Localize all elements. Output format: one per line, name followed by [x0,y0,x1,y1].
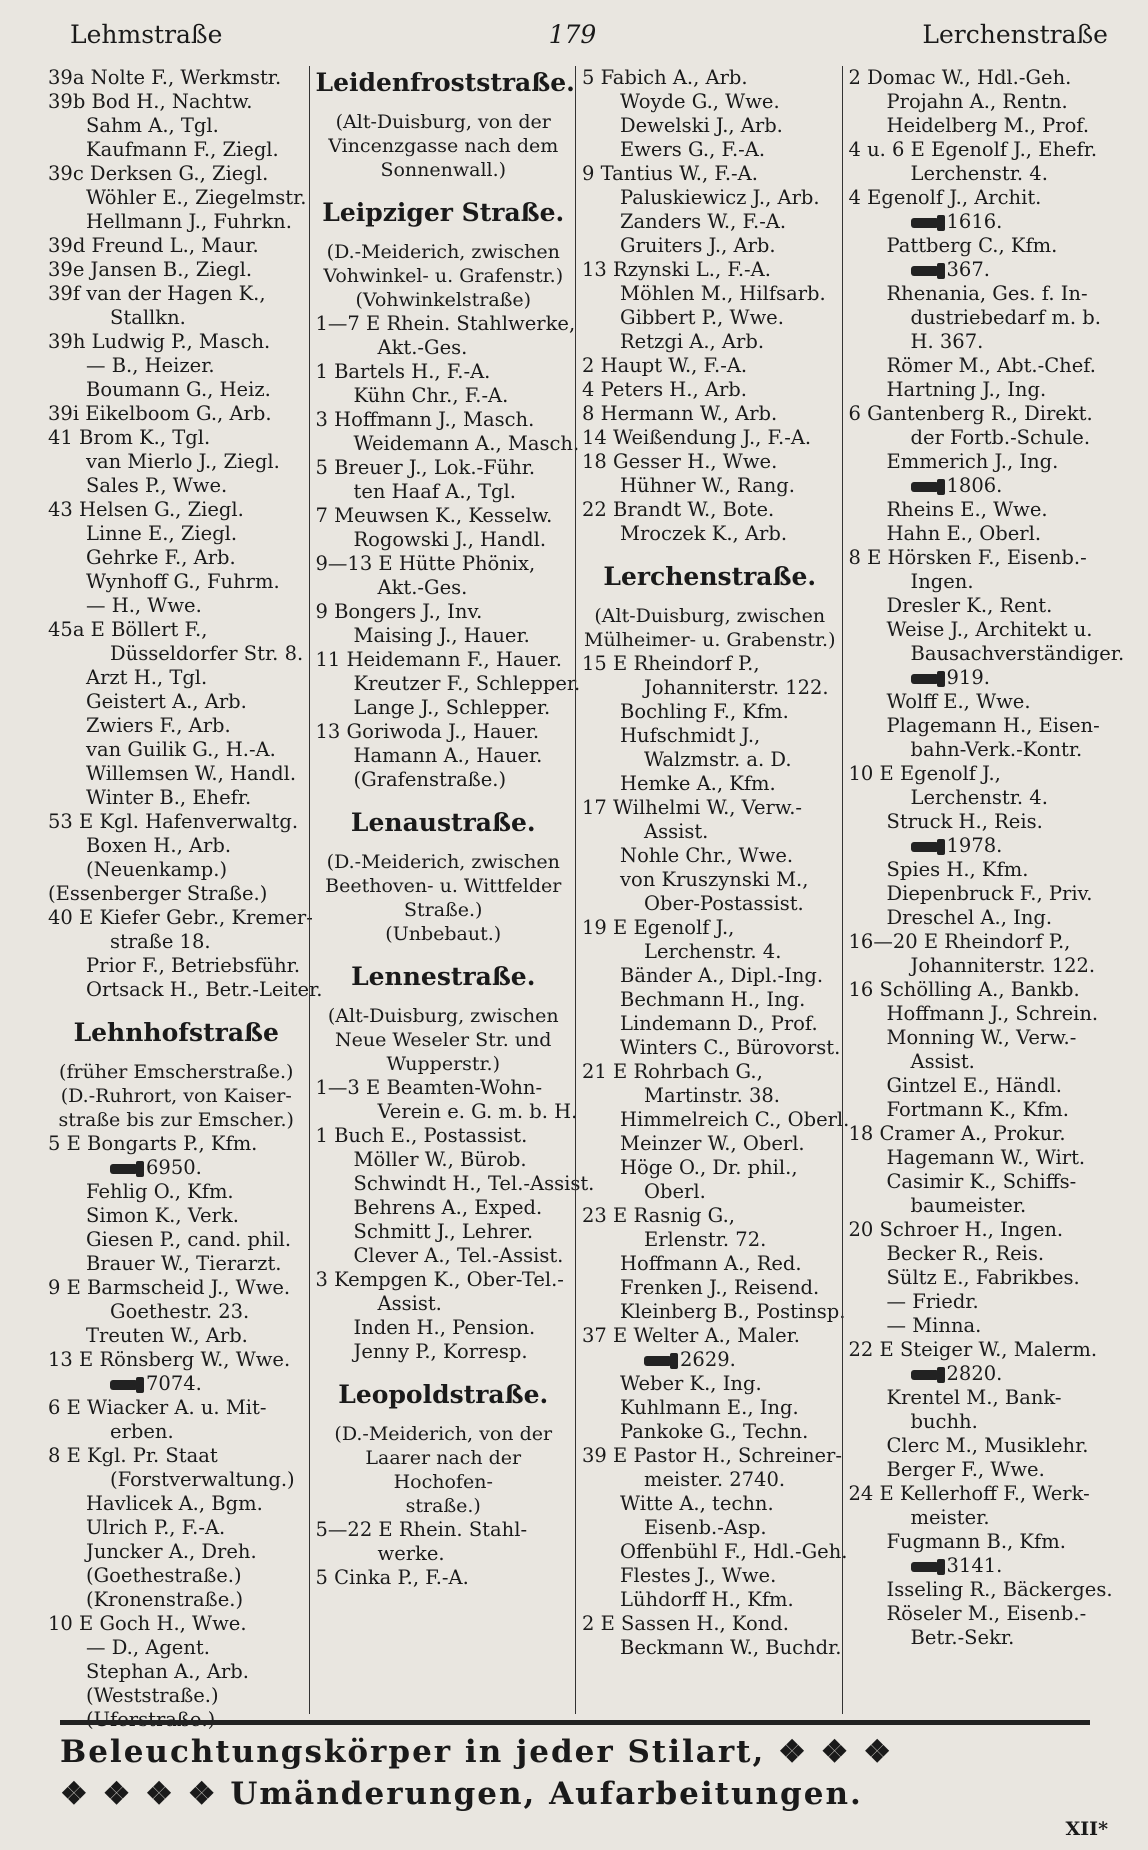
directory-entry: — B., Heizer. [86,354,215,377]
directory-entry: (Essenberger Straße.) [48,882,268,905]
directory-entry: 40 E Kiefer Gebr., Kremer- [48,906,313,929]
directory-entry: Römer M., Abt.-Chef. [886,354,1096,377]
directory-entry: Winters C., Bürovorst. [620,1036,841,1059]
directory-entry: Krentel M., Bank- [886,1386,1062,1409]
directory-entry: Dreschel A., Ing. [886,906,1053,929]
telephone-icon [911,1562,939,1572]
directory-entry: Hagemann W., Wirt. [886,1146,1086,1169]
directory-entry: Winter B., Ehefr. [86,786,252,809]
advertisement-banner [60,1720,1090,1815]
directory-entry: der Fortb.-Schule. [910,426,1091,449]
directory-entry: Hühner W., Rang. [620,474,795,497]
directory-entry: 5 Breuer J., Lok.-Führ. [315,456,536,479]
directory-entry: 11 Heidemann F., Hauer. [315,648,562,671]
directory-entry: 39i Eikelboom G., Arb. [48,402,272,425]
directory-entry: Röseler M., Eisenb.- [886,1602,1087,1625]
directory-entry: 17 Wilhelmi W., Verw.- [582,796,802,819]
directory-entry: Sahm A., Tgl. [86,114,219,137]
directory-entry: Ingen. [910,570,974,593]
directory-entry: Hamann A., Hauer. [353,744,543,767]
street-note: Wupperstr.) [386,1053,500,1075]
directory-entry: Behrens A., Exped. [353,1196,543,1219]
directory-entry: Woyde G., Wwe. [620,90,780,113]
directory-entry: 14 Weißendung J., F.-A. [582,426,812,449]
directory-entry: 39e Jansen B., Ziegl. [48,258,253,281]
directory-entry: 5 E Bongarts P., Kfm. [48,1132,258,1155]
directory-entry: Assist. [644,820,709,843]
directory-entry: Weise J., Architekt u. [886,618,1093,641]
directory-entry: van Guilik G., H.-A. [86,738,276,761]
directory-entry: Witte A., techn. [620,1492,774,1515]
directory-entry: Maising J., Hauer. [353,624,530,647]
directory-entry: 22 Brandt W., Bote. [582,498,775,521]
directory-entry: Zanders W., F.-A. [620,210,787,233]
directory-entry: Himmelreich C., Oberl. [620,1108,850,1131]
directory-entry: Casimir K., Schiffs- [886,1170,1077,1193]
directory-entry: 13 Goriwoda J., Hauer. [315,720,540,743]
directory-entry: buchh. [910,1410,978,1433]
directory-entry: Bochling F., Kfm. [620,700,789,723]
street-note: Sonnenwall.) [380,159,507,181]
directory-entry: Stallkn. [110,306,186,329]
phone-entry [582,1348,838,1372]
directory-entry: Lerchenstr. 4. [644,940,782,963]
directory-entry: Clever A., Tel.-Assist. [353,1244,564,1267]
directory-columns [42,66,1125,1731]
directory-entry: Pankoke G., Techn. [620,1420,809,1443]
phone-number: 1806. [946,474,1003,497]
street-note: Beethoven- u. Wittfelder [325,875,562,897]
directory-entry: Kuhlmann E., Ing. [620,1396,799,1419]
directory-entry: Martinstr. 38. [644,1084,780,1107]
directory-entry: Wöhler E., Ziegelmstr. [86,186,307,209]
directory-entry: 8 E Kgl. Pr. Staat [48,1444,218,1467]
directory-entry: Paluskiewicz J., Arb. [620,186,820,209]
directory-entry: 7 Meuwsen K., Kesselw. [315,504,553,527]
street-note: (Alt-Duisburg, von der [335,111,551,133]
page-header [70,14,1108,54]
street-heading: Lennestraße. [351,962,536,991]
telephone-icon [911,482,939,492]
directory-entry: Johanniterstr. 122. [644,676,829,699]
directory-entry: van Mierlo J., Ziegl. [86,450,280,473]
directory-entry: Schmitt J., Lehrer. [353,1220,534,1243]
directory-entry: Boxen H., Arb. [86,834,232,857]
directory-entry: 39b Bod H., Nachtw. [48,90,253,113]
directory-entry: 18 Gesser H., Wwe. [582,450,778,473]
column-4 [842,66,1125,1714]
directory-entry: Diepenbruck F., Priv. [886,882,1093,905]
directory-entry: Oberl. [644,1180,706,1203]
directory-entry: Fehlig O., Kfm. [86,1180,234,1203]
directory-entry: 39a Nolte F., Werkmstr. [48,66,282,89]
directory-entry: Lerchenstr. 4. [910,162,1048,185]
directory-entry: Kühn Chr., F.-A. [353,384,509,407]
phone-number: 2629. [680,1348,736,1371]
directory-entry: Eisenb.-Asp. [644,1516,767,1539]
column-2 [309,66,595,1714]
directory-entry: Prior F., Betriebsführ. [86,954,301,977]
directory-entry: Wolff E., Wwe. [886,690,1031,713]
directory-entry: Schwindt H., Tel.-Assist. [353,1172,595,1195]
directory-entry: Lindemann D., Prof. [620,1012,818,1035]
directory-entry: 16—20 E Rheindorf P., [848,930,1071,953]
directory-entry: Dresler K., Rent. [886,594,1053,617]
street-heading: Lenaustraße. [350,808,536,837]
header-left: Lehmstraße [70,19,223,49]
directory-entry: Akt.-Ges. [377,576,468,599]
directory-entry: Höge O., Dr. phil., [620,1156,798,1179]
street-note: (Vohwinkelstraße) [355,289,532,311]
directory-entry: 39h Ludwig P., Masch. [48,330,271,353]
directory-entry: Goethestr. 23. [110,1300,250,1323]
directory-entry: (Grafenstraße.) [353,768,507,791]
column-1 [42,66,323,1731]
directory-entry: 37 E Welter A., Maler. [582,1324,800,1347]
phone-number: 2820. [946,1362,1003,1385]
street-note: Mülheimer- u. Grabenstr.) [583,629,836,651]
directory-entry: Dewelski J., Arb. [620,114,783,137]
directory-entry: Verein e. G. m. b. H. [377,1100,578,1123]
directory-entry: 9—13 E Hütte Phönix, [315,552,536,575]
directory-entry: 21 E Rohrbach G., [582,1060,763,1083]
street-heading: Lerchenstraße. [603,562,817,591]
directory-entry: Juncker A., Dreh. [86,1540,257,1563]
directory-entry: Meinzer W., Oberl. [620,1132,805,1155]
directory-entry: Gruiters J., Arb. [620,234,776,257]
directory-entry: Frenken J., Reisend. [620,1276,820,1299]
phone-number: 7074. [146,1372,202,1395]
directory-entry: 9 E Barmscheid J., Wwe. [48,1276,291,1299]
directory-entry: Giesen P., cand. phil. [86,1228,292,1251]
directory-entry: 2 E Sassen H., Kond. [582,1612,789,1635]
directory-entry: 24 E Kellerhoff F., Werk- [848,1482,1090,1505]
directory-entry: 8 Hermann W., Arb. [582,402,778,425]
directory-entry: Bausachverständiger. [910,642,1125,665]
street-heading: Leidenfroststraße. [315,68,575,97]
directory-entry: Walzmstr. a. D. [644,748,792,771]
directory-entry: 19 E Egenolf J., [582,916,735,939]
directory-entry: Linne E., Ziegl. [86,522,238,545]
directory-entry: Zwiers F., Arb. [86,714,231,737]
phone-entry [849,834,1105,858]
directory-entry: 2 Haupt W., F.-A. [582,354,748,377]
telephone-icon [644,1356,672,1366]
directory-entry: Flestes J., Wwe. [620,1564,777,1587]
directory-entry: Kreutzer F., Schlepper. [353,672,581,695]
directory-entry: Ober-Postassist. [644,892,804,915]
directory-entry: von Kruszynski M., [620,868,809,891]
directory-entry: Hartning J., Ing. [886,378,1047,401]
directory-entry: 41 Brom K., Tgl. [48,426,211,449]
directory-entry: 1—3 E Beamten-Wohn- [315,1076,543,1099]
directory-entry: Offenbühl F., Hdl.-Geh. [620,1540,848,1563]
directory-entry: Plagemann H., Eisen- [886,714,1100,737]
phone-entry [849,1362,1105,1386]
directory-entry: Retzgi A., Arb. [620,330,765,353]
directory-entry: Ortsack H., Betr.-Leiter. [86,978,323,1001]
street-note: (D.-Meiderich, zwischen [326,241,560,263]
telephone-icon [911,842,939,852]
directory-entry: Ulrich P., F.-A. [86,1516,226,1539]
street-note: Laarer nach der Hochofen- [365,1447,522,1493]
directory-entry: 9 Bongers J., Inv. [315,600,483,623]
directory-entry: straße 18. [110,930,211,953]
directory-entry: (Weststraße.) [86,1684,219,1707]
street-note: (D.-Meiderich, zwischen [326,851,560,873]
directory-entry: Hemke A., Kfm. [620,772,776,795]
telephone-icon [911,266,939,276]
directory-entry: Spies H., Kfm. [886,858,1029,881]
directory-entry: ten Haaf A., Tgl. [353,480,516,503]
street-note: straße.) [405,1495,481,1517]
directory-entry: Assist. [910,1050,975,1073]
page-number: 179 [548,19,597,49]
street-note: (Alt-Duisburg, zwischen [327,1005,559,1027]
directory-entry: 22 E Steiger W., Malerm. [848,1338,1098,1361]
column-3 [575,66,850,1714]
street-note: Neue Weseler Str. und [335,1029,552,1051]
directory-entry: — D., Agent. [86,1636,210,1659]
directory-entry: Hellmann J., Fuhrkn. [86,210,292,233]
directory-entry: 4 Egenolf J., Archit. [848,186,1042,209]
directory-entry: Becker R., Reis. [886,1242,1045,1265]
directory-entry: 39 E Pastor H., Schreiner- [582,1444,842,1467]
street-heading: Leopoldstraße. [338,1380,549,1409]
directory-entry: — Minna. [886,1314,982,1337]
phone-number: 919. [946,666,990,689]
directory-entry: 20 Schroer H., Ingen. [848,1218,1064,1241]
directory-entry: Fortmann K., Kfm. [886,1098,1069,1121]
directory-entry: 39d Freund L., Maur. [48,234,259,257]
directory-entry: Hoffmann J., Schrein. [886,1002,1099,1025]
directory-entry: Pattberg C., Kfm. [886,234,1058,257]
directory-entry: Rhenania, Ges. f. In- [886,282,1088,305]
directory-entry: Brauer W., Tierarzt. [86,1252,282,1275]
directory-entry: 53 E Kgl. Hafenverwaltg. [48,810,299,833]
directory-entry: Ewers G., F.-A. [620,138,766,161]
directory-entry: 4 u. 6 E Egenolf J., Ehefr. [848,138,1098,161]
directory-entry: Betr.-Sekr. [910,1626,1015,1649]
directory-entry: Treuten W., Arb. [86,1324,248,1347]
directory-entry: — Friedr. [886,1290,979,1313]
phone-number: 1616. [946,210,1003,233]
street-note: Straße.) [404,899,483,921]
street-heading: Leipziger Straße. [322,198,565,227]
phone-number: 367. [946,258,990,281]
directory-entry: Möhlen M., Hilfsarb. [620,282,826,305]
directory-entry: Isseling R., Bäckerges. [886,1578,1113,1601]
directory-entry: Jenny P., Korresp. [353,1340,528,1363]
directory-entry: Düsseldorfer Str. 8. [110,642,304,665]
directory-entry: 39f van der Hagen K., [48,282,266,305]
directory-entry: Sültz E., Fabrikbes. [886,1266,1080,1289]
directory-entry: Arzt H., Tgl. [86,666,208,689]
directory-entry: 10 E Goch H., Wwe. [48,1612,247,1635]
directory-entry: Rheins E., Wwe. [886,498,1048,521]
directory-entry: Sales P., Wwe. [86,474,228,497]
phone-entry [849,474,1105,498]
directory-entry: Lühdorff H., Kfm. [620,1588,794,1611]
directory-entry: Boumann G., Heiz. [86,378,271,401]
directory-entry: meister. 2740. [644,1468,786,1491]
directory-entry: Mroczek K., Arb. [620,522,788,545]
directory-entry: 5—22 E Rhein. Stahl- [315,1518,528,1541]
directory-entry: Emmerich J., Ing. [886,450,1059,473]
directory-entry: Fugmann B., Kfm. [886,1530,1066,1553]
directory-entry: 16 Schölling A., Bankb. [848,978,1080,1001]
directory-entry: Wynhoff G., Fuhrm. [86,570,280,593]
directory-entry: werke. [377,1542,445,1565]
directory-entry: Lerchenstr. 4. [910,786,1048,809]
directory-entry: Bechmann H., Ing. [620,988,806,1011]
street-note: (früher Emscherstraße.) [59,1061,294,1083]
directory-entry: Nohle Chr., Wwe. [620,844,794,867]
directory-entry: Hufschmidt J., [620,724,761,747]
signature-mark: XII* [1065,1818,1108,1840]
street-note: (Unbebaut.) [385,923,502,945]
street-note: (Alt-Duisburg, zwischen [594,605,826,627]
header-right: Lerchenstraße [922,19,1108,49]
directory-entry: (Forstverwaltung.) [110,1468,295,1491]
telephone-icon [110,1380,138,1390]
directory-entry: Bänder A., Dipl.-Ing. [620,964,824,987]
directory-entry: Beckmann W., Buchdr. [620,1636,842,1659]
directory-entry: Gehrke F., Arb. [86,546,236,569]
directory-entry: Havlicek A., Bgm. [86,1492,263,1515]
phone-number: 6950. [146,1156,202,1179]
directory-entry: bahn-Verk.-Kontr. [910,738,1083,761]
phone-entry [849,258,1105,282]
phone-entry [48,1156,305,1180]
directory-entry: Simon K., Verk. [86,1204,239,1227]
directory-entry: 43 Helsen G., Ziegl. [48,498,244,521]
directory-entry: Berger F., Wwe. [886,1458,1045,1481]
directory-entry: 39c Derksen G., Ziegl. [48,162,269,185]
directory-entry: Gintzel E., Händl. [886,1074,1062,1097]
directory-entry: Stephan A., Arb. [86,1660,249,1683]
directory-entry: 18 Cramer A., Prokur. [848,1122,1066,1145]
street-note: (D.-Meiderich, von der [334,1423,553,1445]
directory-entry: H. 367. [910,330,984,353]
directory-entry: Erlenstr. 72. [644,1228,767,1251]
directory-entry: Kleinberg B., Postinsp. [620,1300,846,1323]
directory-entry: 45a E Böllert F., [48,618,208,641]
street-note: straße bis zur Emscher.) [58,1109,294,1131]
directory-entry: 15 E Rheindorf P., [582,652,760,675]
telephone-icon [911,674,939,684]
directory-entry: Hoffmann A., Red. [620,1252,802,1275]
street-note: Vohwinkel- u. Grafenstr.) [323,265,564,287]
directory-entry: 9 Tantius W., F.-A. [582,162,758,185]
directory-entry: Möller W., Bürob. [353,1148,527,1171]
ad-line-1: Beleuchtungskörper in jeder Stilart, ❖ ❖ ❖ [60,1734,894,1770]
directory-entry: 8 E Hörsken F., Eisenb.- [848,546,1087,569]
directory-entry: Hahn E., Oberl. [886,522,1042,545]
directory-entry: (Goethestraße.) [86,1564,242,1587]
directory-entry: — H., Wwe. [86,594,202,617]
directory-entry: Akt.-Ges. [377,336,468,359]
directory-entry: 13 E Rönsberg W., Wwe. [48,1348,291,1371]
directory-entry: Clerc M., Musiklehr. [886,1434,1089,1457]
street-note: Vincenzgasse nach dem [328,135,559,157]
phone-entry [849,666,1105,690]
phone-number: 3141. [946,1554,1003,1577]
directory-entry: Assist. [377,1292,442,1315]
phone-entry [48,1372,305,1396]
directory-entry: 6 Gantenberg R., Direkt. [848,402,1093,425]
ad-line-2: ❖ ❖ ❖ ❖ Umänderungen, Aufarbeitungen. [60,1776,863,1812]
directory-entry: Monning W., Verw.- [886,1026,1077,1049]
directory-entry: 5 Cinka P., F.-A. [315,1566,469,1589]
directory-entry: (Kronenstraße.) [86,1588,244,1611]
directory-entry: Rogowski J., Handl. [353,528,547,551]
directory-entry: erben. [110,1420,174,1443]
directory-entry: Struck H., Reis. [886,810,1043,833]
directory-entry: meister. [910,1506,990,1529]
directory-entry: Willemsen W., Handl. [86,762,297,785]
directory-entry: 3 Hoffmann J., Masch. [315,408,535,431]
directory-entry: (Uferstraße.) [86,1708,216,1731]
street-heading: Lehnhofstraße [73,1018,279,1047]
directory-entry: Inden H., Pension. [353,1316,536,1339]
directory-entry: Projahn A., Rentn. [886,90,1068,113]
directory-entry: Geistert A., Arb. [86,690,247,713]
directory-entry: 13 Rzynski L., F.-A. [582,258,771,281]
directory-entry: 5 Fabich A., Arb. [582,66,748,89]
phone-number: 1978. [946,834,1003,857]
directory-entry: 6 E Wiacker A. u. Mit- [48,1396,267,1419]
directory-entry: baumeister. [910,1194,1027,1217]
directory-entry: 23 E Rasnig G., [582,1204,735,1227]
directory-entry: 4 Peters H., Arb. [582,378,747,401]
telephone-icon [110,1164,138,1174]
directory-entry: 1 Buch E., Postassist. [315,1124,528,1147]
directory-entry: (Neuenkamp.) [86,858,228,881]
directory-entry: 3 Kempgen K., Ober-Tel.- [315,1268,564,1291]
directory-entry: Lange J., Schlepper. [353,696,551,719]
directory-entry: 1 Bartels H., F.-A. [315,360,491,383]
directory-entry: Gibbert P., Wwe. [620,306,784,329]
directory-entry: Weber K., Ing. [620,1372,762,1395]
directory-entry: 2 Domac W., Hdl.-Geh. [848,66,1072,89]
street-note: (D.-Ruhrort, von Kaiser- [60,1085,292,1107]
directory-entry: 10 E Egenolf J., [848,762,1001,785]
phone-entry [849,210,1105,234]
phone-entry [849,1554,1105,1578]
directory-entry: Kaufmann F., Ziegl. [86,138,279,161]
directory-entry: Heidelberg M., Prof. [886,114,1090,137]
directory-entry: Johanniterstr. 122. [910,954,1096,977]
directory-entry: Weidemann A., Masch. [353,432,580,455]
telephone-icon [911,1370,939,1380]
directory-entry: dustriebedarf m. b. [910,306,1101,329]
telephone-icon [911,218,939,228]
directory-entry: 1—7 E Rhein. Stahlwerke, [315,312,576,335]
